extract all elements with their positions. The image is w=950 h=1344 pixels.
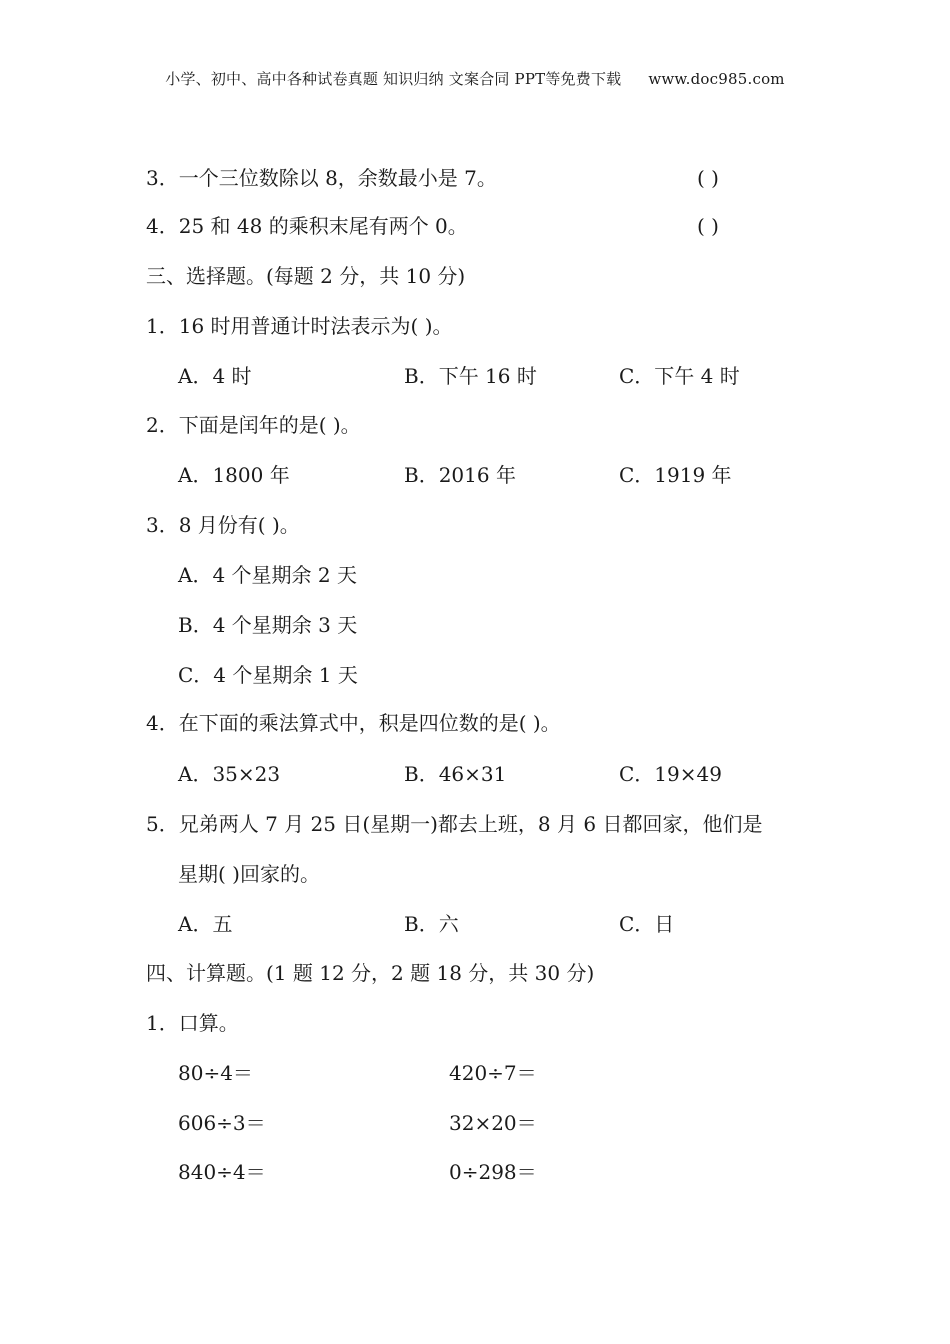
choice-question-5-cont: 星期( )回家的。 — [178, 862, 320, 886]
choice-4-option-c[interactable]: C．19×49 — [619, 762, 722, 786]
choice-3-option-b[interactable]: B．4 个星期余 3 天 — [178, 613, 358, 637]
calc-item: 32×20＝ — [449, 1111, 537, 1135]
choice-5-option-c[interactable]: C．日 — [619, 912, 675, 936]
section4-title: 四、计算题。(1 题 12 分，2 题 18 分，共 30 分) — [146, 961, 595, 985]
choice-3-option-a[interactable]: A．4 个星期余 2 天 — [178, 563, 357, 587]
choice-2-option-a[interactable]: A．1800 年 — [178, 463, 290, 487]
choice-2-option-c[interactable]: C．1919 年 — [619, 463, 732, 487]
choice-question-2: 2．下面是闰年的是( )。 — [146, 413, 361, 437]
choice-3-option-c[interactable]: C．4 个星期余 1 天 — [178, 663, 358, 687]
calc-item: 80÷4＝ — [178, 1061, 253, 1085]
header-url[interactable]: www.doc985.com — [648, 70, 785, 88]
judge-answer-blank-3[interactable]: ( ) — [697, 166, 719, 190]
choice-2-option-b[interactable]: B．2016 年 — [404, 463, 516, 487]
header-text: 小学、初中、高中各种试卷真题 知识归纳 文案合同 PPT等免费下载 — [165, 70, 622, 88]
choice-4-option-b[interactable]: B．46×31 — [404, 762, 507, 786]
choice-question-3: 3．8 月份有( )。 — [146, 513, 300, 537]
calc-item: 606÷3＝ — [178, 1111, 266, 1135]
calc-item: 840÷4＝ — [178, 1160, 266, 1184]
choice-5-option-b[interactable]: B．六 — [404, 912, 459, 936]
choice-4-option-a[interactable]: A．35×23 — [178, 762, 281, 786]
choice-question-4: 4．在下面的乘法算式中，积是四位数的是( )。 — [146, 711, 561, 735]
calc-item: 0÷298＝ — [449, 1160, 537, 1184]
choice-question-1: 1．16 时用普通计时法表示为( )。 — [146, 314, 453, 338]
choice-5-option-a[interactable]: A．五 — [178, 912, 233, 936]
calc-sub-1: 1．口算。 — [146, 1011, 239, 1035]
section3-title: 三、选择题。(每题 2 分，共 10 分) — [146, 264, 466, 288]
judge-answer-blank-4[interactable]: ( ) — [697, 214, 719, 238]
choice-1-option-a[interactable]: A．4 时 — [178, 364, 252, 388]
calc-item: 420÷7＝ — [449, 1061, 537, 1085]
choice-1-option-c[interactable]: C．下午 4 时 — [619, 364, 740, 388]
choice-1-option-b[interactable]: B．下午 16 时 — [404, 364, 537, 388]
judge-question-3: 3．一个三位数除以 8，余数最小是 7。 — [146, 166, 497, 190]
choice-question-5: 5．兄弟两人 7 月 25 日(星期一)都去上班，8 月 6 日都回家，他们是 — [146, 812, 763, 836]
judge-question-4: 4．25 和 48 的乘积末尾有两个 0。 — [146, 214, 468, 238]
page-header — [0, 68, 950, 89]
